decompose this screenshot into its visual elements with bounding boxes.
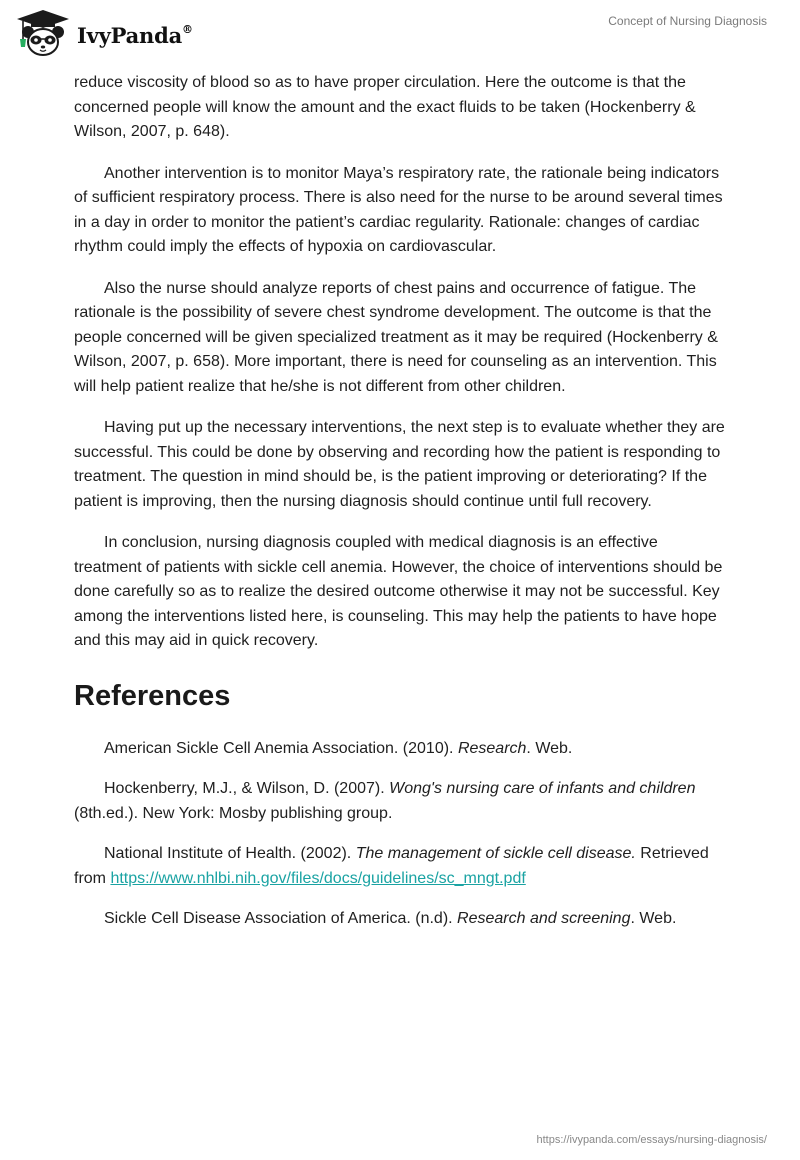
brand-logo[interactable] xyxy=(14,8,193,58)
brand-name: IvyPanda® xyxy=(77,22,193,48)
panda-graduate-icon xyxy=(14,8,72,58)
paragraph-4: Having put up the necessary interventions, the next step is to evaluate whether they are successful. This could be done by observing and recording how the patient is responding to treatment. The question in mind should be, is the patient improving or deteriorating? If the patient is improving, then the nursing diagnosis should continue until full recovery. xyxy=(74,419,725,510)
reference-item: Hockenberry, M.J., & Wilson, D. (2007). Wong's nursing care of infants and children (8th.ed.). New York: Mosby publishing group. xyxy=(74,780,696,822)
document-title: Concept of Nursing Diagnosis xyxy=(608,14,767,28)
reference-item: American Sickle Cell Anemia Association. (2010). Research. Web. xyxy=(104,739,573,757)
paragraph-3: Also the nurse should analyze reports of chest pains and occurrence of fatigue. The rationale is the possibility of severe chest syndrome development. The outcome is that the people concerned will be given specialized treatment as it may be required (Hockenberry & Wilson, 2007, p. 658). More important, there is need for counseling as an intervention. This will help patient realize that he/she is not different from other children. xyxy=(74,279,718,395)
reference-item: National Institute of Health. (2002). The management of sickle cell disease. Retrieved from https://www.nhlbi.nih.gov/files/docs/guidelines/sc_mngt.pdf xyxy=(74,845,709,887)
references-heading: References xyxy=(74,679,231,712)
essay-content xyxy=(74,71,728,948)
paragraph-5: In conclusion, nursing diagnosis coupled with medical diagnosis is an effective treatment of patients with sickle cell anemia. However, the choice of interventions should be done carefully so as to realize the desired outcome otherwise it may not be successful. Key among the interventions listed here, is counseling. This may help the patients to have hope and this may aid in quick recovery. xyxy=(74,534,723,649)
page-header xyxy=(0,0,800,64)
paragraph-2: Another intervention is to monitor Maya’s respiratory rate, the rationale being indicators of sufficient respiratory process. There is also need for the nurse to be around several times in a day in order to monitor the patient’s cardiac regularity. Rationale: changes of cardiac rhythm could imply the effects of hypoxia on cardiovascular. xyxy=(74,164,723,255)
footer-url[interactable]: https://ivypanda.com/essays/nursing-diagnosis/ xyxy=(536,1134,767,1146)
reference-link[interactable]: https://www.nhlbi.nih.gov/files/docs/guidelines/sc_mngt.pdf xyxy=(110,869,526,887)
reference-item: Sickle Cell Disease Association of America. (n.d). Research and screening. Web. xyxy=(104,910,677,927)
paragraph-1: reduce viscosity of blood so as to have proper circulation. Here the outcome is that the concerned people will know the amount and the exact fluids to be taken (Hockenberry & Wilson, 2007, p. 648). xyxy=(74,74,696,140)
